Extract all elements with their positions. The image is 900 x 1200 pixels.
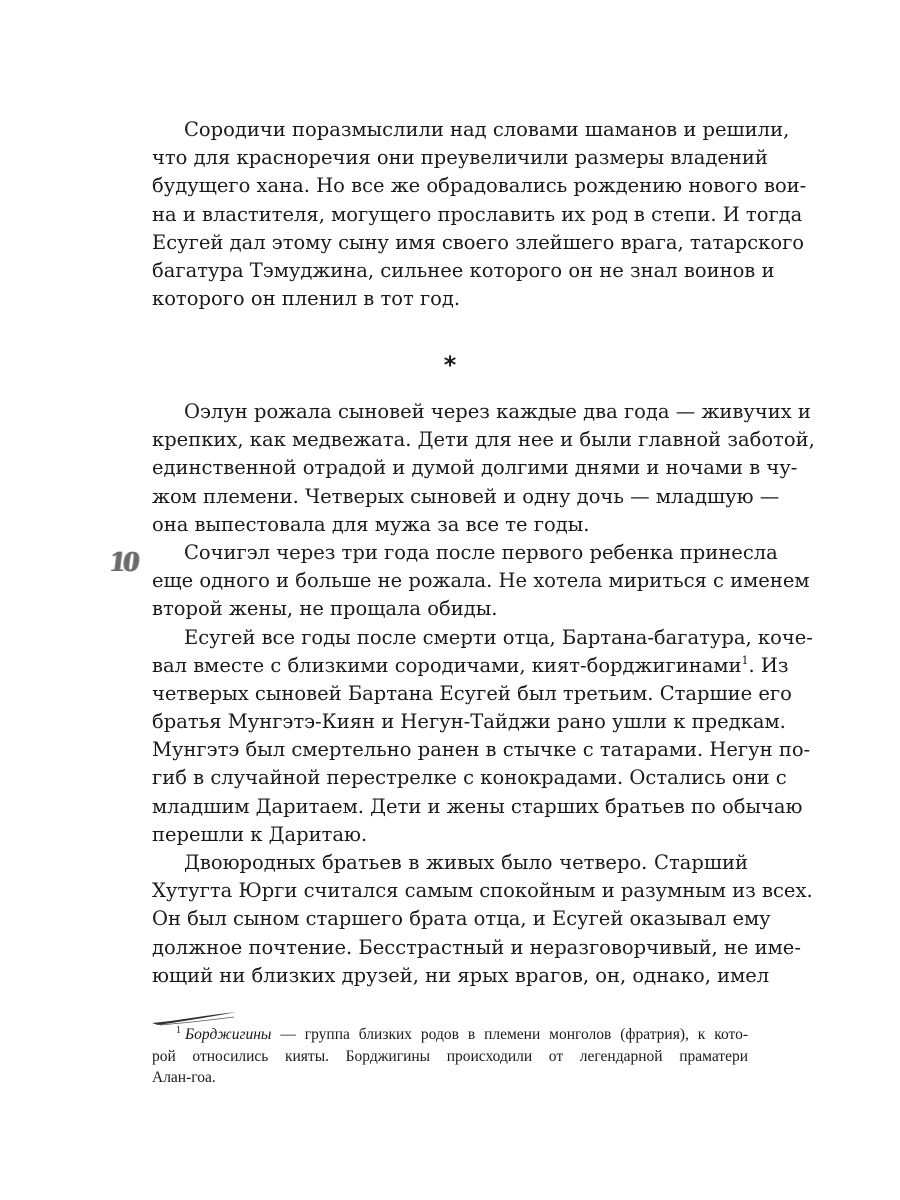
paragraph-kinsmen [152, 116, 807, 313]
text-line: Есугей дал этому сыну имя своего злейшего врага, татарского [152, 230, 805, 254]
footnote-marker: 1 [176, 1025, 181, 1036]
text-line: перешли к Даритаю. [152, 822, 368, 846]
text-line: будущего хана. Но все же обрадовались рождению нового вои- [152, 174, 807, 198]
text-line: гиб в случайной перестрелке с конокрадами. Остались они с [152, 766, 787, 790]
text-line: единственной отрадой и думой долгими днями и ночами в чу- [152, 456, 798, 480]
text-line [152, 652, 789, 680]
paragraph-cousins [152, 849, 813, 990]
text-line: Он был сыном старшего брата отца, и Есугей оказывал ему [152, 907, 771, 931]
paragraph-yesugei [152, 624, 813, 850]
text-line: багатура Тэмуджина, сильнее которого он не знал воинов и [152, 258, 775, 282]
text-line: Есугей все годы после смерти отца, Бартана-багатура, коче- [184, 625, 813, 649]
footnote-line: рой относились кияты. Борджигины происходили от легендарной праматери [152, 1047, 748, 1065]
footnote [152, 1024, 748, 1089]
footnote-line: Алан-гоа. [152, 1069, 216, 1086]
paragraph-sochigel [152, 539, 810, 624]
footnote-reference[interactable]: 1 [741, 653, 749, 667]
text-fragment: вал вместе с близкими сородичами, кият-борджигинами [152, 653, 742, 677]
paragraph-oelun [152, 398, 815, 539]
text-line: Сочигэл через три года после первого ребенка принесла [184, 540, 778, 564]
text-line: Оэлун рожала сыновей через каждые два года — живучих и [184, 400, 811, 423]
text-line: крепких, как медвежата. Дети для нее и были главной заботой, [152, 428, 815, 452]
text-line: на и властителя, могущего прославить их род в степи. И тогда [152, 202, 803, 226]
text-fragment: . Из [748, 653, 789, 677]
footnote-text: — группа близких родов в племени монголов (фратрия), к кото- [271, 1026, 748, 1043]
text-line: жом племени. Четверых сыновей и одну дочь — младшую — [152, 484, 780, 508]
text-line: Двоюродных братьев в живых было четверо. Старший [184, 851, 748, 874]
text-line: Хутугта Юрги считался самым спокойным и разумным из всех. [152, 879, 813, 903]
text-line: Сородичи поразмыслили над словами шаманов и решили, [184, 118, 790, 141]
text-line: младшим Даритаем. Дети и жены старших братьев по обычаю [152, 794, 803, 818]
text-line: ющий ни близких друзей, ни ярых врагов, он, однако, имел [152, 963, 770, 987]
text-line: братья Мунгэтэ-Киян и Негун-Тайджи рано ушли к предкам. [152, 710, 786, 734]
page-number: 10 [107, 548, 139, 578]
section-separator: * [443, 351, 457, 379]
text-line: что для красноречия они преувеличили размеры владений [152, 146, 768, 170]
text-line: должное почтение. Бесстрастный и неразговорчивый, не име- [152, 935, 801, 959]
text-line: Мунгэтэ был смертельно ранен в стычке с татарами. Негун по- [152, 738, 811, 762]
text-line: которого он пленил в тот год. [152, 287, 461, 311]
footnote-term: Борджигины [185, 1026, 272, 1043]
text-line: второй жены, не прощала обиды. [152, 597, 498, 621]
body-text [152, 398, 815, 990]
text-line: четверых сыновей Бартана Есугей был третьим. Старшие его [152, 681, 792, 705]
text-line: она выпестовала для мужа за все те годы. [152, 512, 590, 536]
text-line: еще одного и больше не рожала. Не хотела мириться с именем [152, 569, 810, 593]
footnote-line [152, 1024, 748, 1046]
